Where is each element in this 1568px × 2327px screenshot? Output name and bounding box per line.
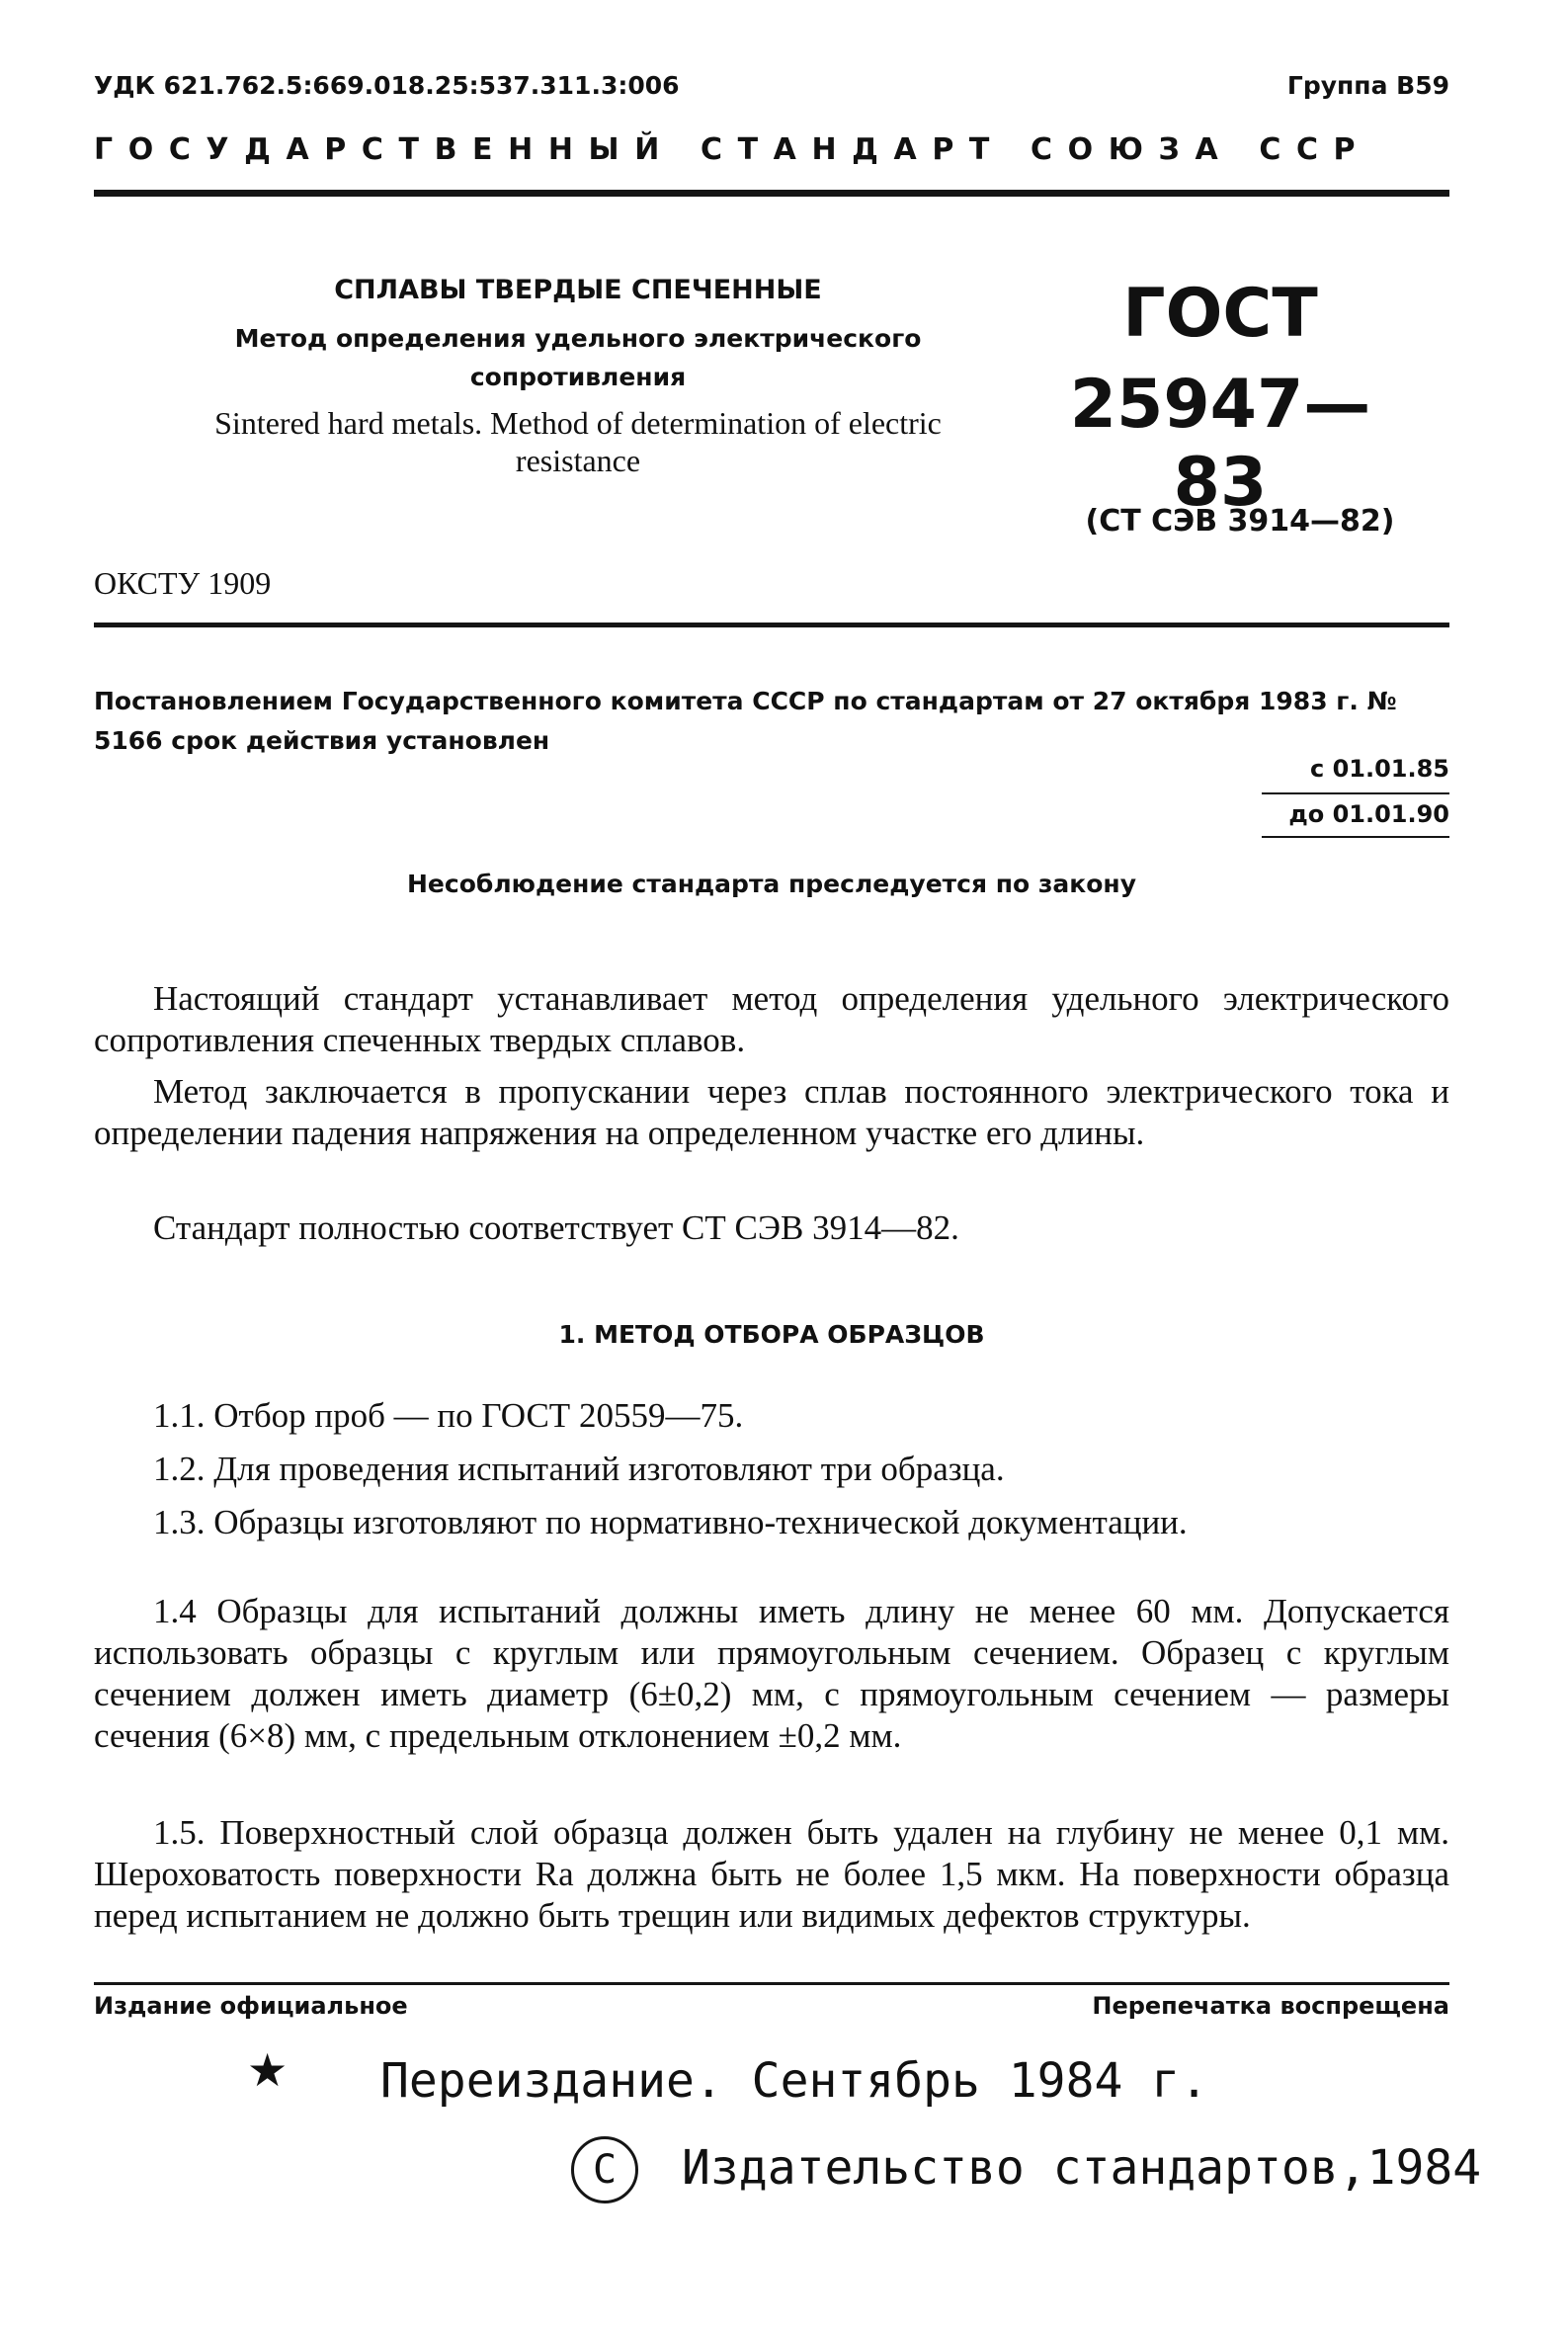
intro-paragraph: Настоящий стандарт устанавливает метод определения удельного электрического сопротивления спеченных твердых сплавов. [94,979,1449,1059]
gost-number: 25947—83 [1069,366,1371,522]
clause-item: 1.1. Отбор проб — по ГОСТ 20559—75. [153,1396,744,1435]
gost-label: ГОСТ [1122,275,1318,353]
reissue-note: Переиздание. Сентябрь 1984 г. [380,2053,1209,2109]
approval-resolution: Постановлением Государственного комитета СССР по стандартам от 27 октября 1983 г. № 5166 срок действия установлен [94,687,1397,755]
date-underline [1262,836,1449,838]
copyright-icon: С [571,2136,638,2203]
okstu-code: ОКСТУ 1909 [94,565,272,601]
title-divider [94,623,1449,627]
clause-item: 1.4 Образцы для испытаний должны иметь длину не менее 60 мм. Допускается использовать образцы с круглым или прямоугольным сечением. Образец с круглым сечением должен иметь диаметр (6±0,2) мм, с прямоугольным сечением — размеры сечения (6×8) мм, с предельным отклонением ±0,2 мм. [94,1592,1449,1755]
valid-from-date: с 01.01.85 [1309,755,1449,783]
title-main: СПЛАВЫ ТВЕРДЫЕ СПЕЧЕННЫЕ [334,275,822,305]
footer-divider [94,1982,1449,1985]
clause-item: 1.3. Образцы изготовляют по нормативно-технической документации. [153,1503,1188,1541]
official-edition: Издание официальное [94,1992,408,2020]
legal-notice: Несоблюдение стандарта преследуется по закону [407,870,1136,898]
st-sev-reference: (СТ СЭВ 3914—82) [1085,504,1395,539]
publisher-note: Издательство стандартов,1984 [682,2140,1482,2196]
reprint-prohibited: Перепечатка воспрещена [1092,1992,1449,2020]
udk-code: УДК 621.762.5:669.018.25:537.311.3:006 [94,71,680,100]
clause-item: 1.2. Для проведения испытаний изготовляют три образца. [153,1450,1005,1488]
clause-item: 1.5. Поверхностный слой образца должен быть удален на глубину не менее 0,1 мм. Шероховатость поверхности Ra должна быть не более 1,5 мкм. На поверхности образца перед испытанием не должно быть трещин или видимых дефектов структуры. [94,1813,1449,1935]
state-standard-heading: ГОСУДАРСТВЕННЫЙ СТАНДАРТ СОЮЗА ССР [94,132,1371,167]
intro-paragraph: Стандарт полностью соответствует СТ СЭВ 3914—82. [153,1208,959,1247]
intro-paragraph: Метод заключается в пропускании через сплав постоянного электрического тока и определении падения напряжения на определенном участке его длины. [94,1072,1449,1152]
group-code: Группа В59 [1286,71,1449,100]
valid-to-date: до 01.01.90 [1288,800,1449,828]
title-subtitle: Метод определения удельного электрического сопротивления [234,324,922,391]
date-underline [1262,792,1449,794]
title-english: Sintered hard metals. Method of determination of electric resistance [214,405,942,478]
star-icon: ★ [247,2045,289,2096]
title-block [168,275,988,479]
section-heading: 1. МЕТОД ОТБОРА ОБРАЗЦОВ [558,1320,985,1349]
header-divider [94,190,1449,197]
